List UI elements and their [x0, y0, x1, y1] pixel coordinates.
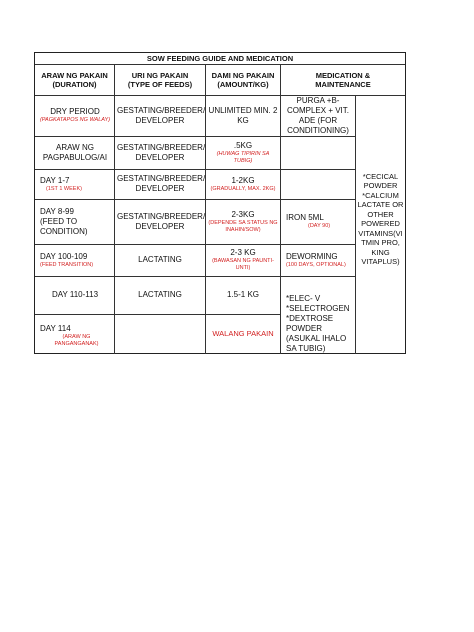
- row-0-duration: [39, 95, 111, 136]
- row-6-duration-text: DAY 114: [40, 324, 71, 333]
- row-2-amount-text: 1-2KG: [231, 175, 255, 185]
- row-4-duration-text: DAY 100-109: [40, 251, 88, 261]
- header-duration: [35, 64, 114, 95]
- row-2-amount: [208, 169, 278, 199]
- row-2-duration-note: (1ST 1 WEEK): [46, 185, 82, 192]
- row-0-medication: PURGA +B-COMPLEX + VIT. ADE (FOR CONDITIONING): [286, 95, 350, 135]
- header-feed-type-line1: URI NG PAKAIN: [131, 70, 189, 80]
- header-amount: [206, 64, 280, 95]
- row-2-feed: GESTATING/BREEDER/ DEVELOPER: [117, 174, 206, 193]
- row-4-feed: LACTATING: [138, 255, 182, 264]
- row-0-duration-text: DRY PERIOD: [50, 107, 100, 116]
- row-6-amount: WALANG PAKAIN: [212, 329, 274, 338]
- row-1-amount-text: .5KG: [233, 140, 253, 150]
- row-4-amount-text: 2-3 KG: [230, 248, 256, 257]
- row-5-feed: LACTATING: [138, 290, 182, 299]
- header-amount-line2: (AMOUNT/KG): [217, 79, 269, 89]
- row-4-medication: [281, 244, 355, 276]
- row-0-duration-note: (PAGKATAPOS NG WALAY): [39, 117, 111, 123]
- row-3-feed: GESTATING/BREEDER/ DEVELOPER: [117, 211, 206, 231]
- row-3-medication-note: (DAY 90): [308, 223, 331, 229]
- row-6-duration: [35, 314, 113, 354]
- row-5-amount: 1.5-1 KG: [226, 290, 259, 299]
- row-5-duration: DAY 110-113: [51, 290, 99, 299]
- row-3-amount-text: 2-3KG: [231, 209, 255, 219]
- header-amount-line1: DAMI NG PAKAIN: [211, 70, 275, 80]
- row-1-amount: [208, 136, 278, 169]
- row-1-duration: ARAW NG PAGPABULOG/AI: [42, 142, 108, 162]
- header-medication-line1: MEDICATION &: [315, 70, 371, 80]
- row-3-duration: DAY 8-99 (FEED TO CONDITION): [40, 206, 88, 236]
- header-medication-line2: MAINTENANCE: [315, 79, 371, 89]
- row-3-medication-text: IRON 5ML: [286, 213, 324, 222]
- row-4-duration-note: (FEED TRANSITION): [40, 261, 94, 268]
- row-2-duration-text: DAY 1-7: [40, 175, 70, 185]
- row-3-amount: [208, 199, 278, 244]
- row-4-duration: [35, 244, 113, 276]
- table-title: SOW FEEDING GUIDE AND MEDICATION: [146, 53, 294, 63]
- row-3-amount-note: (DEPENDE SA STATUS NG INAHIN/SOW): [208, 219, 278, 233]
- row-4-medication-text: DEWORMING: [286, 251, 338, 261]
- maintenance-cell: *CECICAL POWDER *CALCIUM LACTATE OR OTHER POWERED VITAMINS(VI TMIN PRO, KING VITAPLUS): [357, 171, 404, 266]
- row-4-medication-note: (100 DAYS, OPTIONAL): [286, 261, 346, 268]
- row-0-feed: GESTATING/BREEDER/ DEVELOPER: [117, 105, 206, 125]
- row-2-duration: [35, 169, 113, 199]
- row-1-feed: GESTATING/BREEDER/ DEVELOPER: [117, 142, 206, 162]
- row-4-amount: [208, 244, 278, 276]
- row-3-medication: [281, 199, 355, 244]
- header-feed-type-line2: (TYPE OF FEEDS): [127, 79, 193, 89]
- row-1-amount-note: (HUWAG TIPIRIN SA TUBIG): [216, 150, 270, 164]
- row-6-duration-note: (ARAW NG PANGANGANAK): [54, 334, 99, 347]
- header-feed-type: [115, 64, 205, 95]
- header-duration-line2: (DURATION): [52, 79, 97, 89]
- row-5-medication: *ELEC- V *SELECTROGEN *DEXTROSE POWDER (ASUKAL IHALO SA TUBIG): [286, 294, 350, 353]
- feeding-guide-table: [34, 52, 406, 354]
- header-medication: [281, 64, 405, 95]
- row-0-amount: UNLIMITED MIN. 2 KG: [208, 105, 278, 125]
- header-duration-line1: ARAW NG PAKAIN: [41, 70, 108, 80]
- row-6-feed: [117, 314, 203, 354]
- row-2-amount-note: (GRADUALLY, MAX. 2KG): [210, 185, 276, 192]
- row-4-amount-note: (BAWASAN NG PAUNTI-UNTI): [212, 258, 274, 271]
